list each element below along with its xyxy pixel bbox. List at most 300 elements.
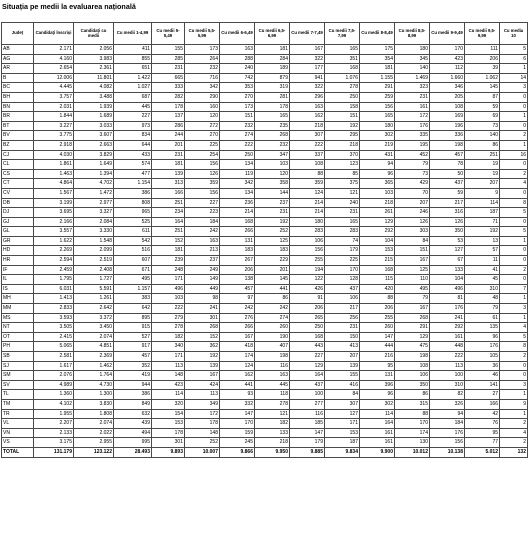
table-cell: 148 [152, 371, 185, 381]
table-cell: 9 [465, 188, 500, 198]
table-cell: 1.727 [74, 275, 114, 285]
table-cell: 176 [430, 304, 465, 314]
table-row [2, 112, 528, 122]
table-cell: 307 [325, 399, 360, 409]
table-cell: 222 [290, 140, 325, 150]
county-code: PH [2, 342, 34, 352]
table-cell: 206 [360, 304, 395, 314]
table-cell: 133 [255, 428, 290, 438]
table-cell: 1.617 [34, 361, 74, 371]
table-row [2, 45, 528, 55]
county-code: DB [2, 198, 34, 208]
table-cell: 295 [325, 131, 360, 141]
table-cell: 178 [152, 102, 185, 112]
table-cell: 148 [185, 428, 220, 438]
county-code: DJ [2, 208, 34, 218]
table-cell: 2 [500, 169, 528, 179]
table-cell: 248 [152, 265, 185, 275]
table-cell: 174 [220, 352, 255, 362]
column-header: Candidați cu medii [74, 23, 114, 45]
county-code: CJ [2, 150, 34, 160]
table-cell: 28.493 [114, 447, 152, 457]
table-cell: 168 [290, 332, 325, 342]
table-cell: 95 [360, 361, 395, 371]
table-cell: 345 [395, 54, 430, 64]
table-cell: 2.581 [34, 352, 74, 362]
county-code: GL [2, 227, 34, 237]
table-cell: 250 [325, 92, 360, 102]
table-cell: 358 [255, 179, 290, 189]
table-cell: 231 [395, 92, 430, 102]
table-cell: 27 [465, 390, 500, 400]
table-cell: 315 [395, 399, 430, 409]
table-cell: 167 [395, 304, 430, 314]
table-cell: 13 [465, 236, 500, 246]
table-cell: 168 [220, 217, 255, 227]
table-cell: 3.488 [74, 92, 114, 102]
table-cell: 2.519 [74, 256, 114, 266]
table-cell: 116 [255, 361, 290, 371]
table-cell: 255 [360, 313, 395, 323]
table-cell: 2.408 [74, 265, 114, 275]
table-cell: 426 [290, 284, 325, 294]
table-cell: 198 [395, 352, 430, 362]
table-cell: 171 [152, 352, 185, 362]
table-cell: 5 [500, 227, 528, 237]
table-cell: 61 [465, 313, 500, 323]
table-cell: 147 [290, 428, 325, 438]
table-row [2, 160, 528, 170]
table-cell: 3.033 [74, 121, 114, 131]
county-code: CT [2, 179, 34, 189]
table-cell: 132 [500, 447, 528, 457]
column-header: Cu medii 6-6,49 [220, 23, 255, 45]
county-code: VL [2, 419, 34, 429]
county-code: TM [2, 399, 34, 409]
column-header: Cu medii 9,5-9,99 [465, 23, 500, 45]
table-cell: 2.918 [34, 140, 74, 150]
table-cell: 198 [255, 352, 290, 362]
table-cell: 123 [325, 160, 360, 170]
table-cell: 283 [325, 227, 360, 237]
table-cell: 120 [255, 169, 290, 179]
table-cell: 292 [360, 227, 395, 237]
table-cell: 1 [500, 112, 528, 122]
table-cell: 0 [500, 92, 528, 102]
table-cell: 108 [290, 160, 325, 170]
table-cell: 808 [114, 198, 152, 208]
table-cell: 86 [395, 390, 430, 400]
table-cell: 278 [152, 323, 185, 333]
table-row [2, 73, 528, 83]
table-cell: 206 [220, 265, 255, 275]
table-cell: 222 [152, 304, 185, 314]
table-cell: 437 [290, 380, 325, 390]
table-cell: 180 [360, 121, 395, 131]
table-cell: 185 [290, 419, 325, 429]
table-cell: 335 [395, 131, 430, 141]
table-body [2, 45, 528, 458]
table-cell: 126 [430, 217, 465, 227]
table-cell: 96 [360, 390, 395, 400]
table-cell: 155 [152, 45, 185, 55]
table-cell: 135 [465, 323, 500, 333]
table-row [2, 217, 528, 227]
table-cell: 337 [290, 150, 325, 160]
table-cell: 237 [185, 256, 220, 266]
table-cell: 386 [114, 188, 152, 198]
table-cell: 170 [395, 419, 430, 429]
table-cell: 351 [325, 54, 360, 64]
county-code: BH [2, 92, 34, 102]
table-cell: 252 [185, 438, 220, 448]
table-cell: 254 [185, 150, 220, 160]
table-cell: 259 [360, 92, 395, 102]
table-cell: 82 [430, 390, 465, 400]
table-cell: 1.955 [34, 409, 74, 419]
table-cell: 16 [500, 150, 528, 160]
table-cell: 138 [220, 275, 255, 285]
table-cell: 301 [185, 313, 220, 323]
table-cell: 452 [395, 150, 430, 160]
table-cell: 2.022 [74, 428, 114, 438]
table-cell: 223 [185, 208, 220, 218]
county-code: AR [2, 64, 34, 74]
table-cell: 165 [360, 112, 395, 122]
county-code: GR [2, 236, 34, 246]
table-cell: 45 [465, 275, 500, 285]
table-cell: 457 [114, 352, 152, 362]
table-cell: 130 [395, 438, 430, 448]
table-cell: 153 [152, 419, 185, 429]
table-cell: 1.622 [34, 236, 74, 246]
table-cell: 383 [114, 294, 152, 304]
table-cell: 81 [430, 294, 465, 304]
table-cell: 96 [360, 169, 395, 179]
table-cell: 232 [185, 64, 220, 74]
table-cell: 207 [325, 352, 360, 362]
table-cell: 1.300 [74, 390, 114, 400]
table-cell: 129 [290, 361, 325, 371]
table-cell: 4 [500, 323, 528, 333]
table-cell: 687 [114, 92, 152, 102]
table-cell: 995 [114, 438, 152, 448]
column-header: Cu medii 5-5,49 [152, 23, 185, 45]
total-label: TOTAL [2, 447, 34, 457]
county-code: BR [2, 112, 34, 122]
table-cell: 123.122 [74, 447, 114, 457]
table-cell: 242 [220, 304, 255, 314]
table-cell: 162 [290, 112, 325, 122]
table-cell: 176 [430, 428, 465, 438]
table-cell: 4.989 [34, 380, 74, 390]
table-cell: 9.950 [255, 447, 290, 457]
table-cell: 2.074 [74, 332, 114, 342]
table-cell: 4.082 [74, 83, 114, 93]
column-header-judet: Județ [2, 23, 34, 45]
county-code: AB [2, 45, 34, 55]
table-cell: 419 [114, 371, 152, 381]
table-cell: 78 [430, 160, 465, 170]
table-cell: 217 [430, 198, 465, 208]
table-cell: 167 [185, 371, 220, 381]
table-cell: 7 [500, 284, 528, 294]
table-cell: 173 [220, 102, 255, 112]
table-cell: 162 [220, 371, 255, 381]
table-cell: 14 [500, 73, 528, 83]
table-cell: 255 [290, 256, 325, 266]
table-cell: 231 [255, 208, 290, 218]
table-cell: 3 [500, 304, 528, 314]
county-code: CS [2, 169, 34, 179]
table-cell: 349 [185, 399, 220, 409]
table-cell: 36 [465, 361, 500, 371]
table-cell: 94 [430, 409, 465, 419]
table-cell: 149 [185, 275, 220, 285]
table-cell: 4.851 [74, 342, 114, 352]
table-row [2, 83, 528, 93]
table-cell: 95 [465, 428, 500, 438]
table-cell: 12.006 [34, 73, 74, 83]
county-code: MH [2, 294, 34, 304]
table-cell: 168 [325, 64, 360, 74]
table-cell: 2.133 [34, 428, 74, 438]
column-header: Cu medii 5,5-5,99 [185, 23, 220, 45]
table-cell: 310 [430, 380, 465, 390]
table-row [2, 64, 528, 74]
table-cell: 73 [465, 121, 500, 131]
table-cell: 241 [430, 313, 465, 323]
table-cell: 1 [500, 64, 528, 74]
table-cell: 9 [500, 399, 528, 409]
table-cell: 1 [500, 409, 528, 419]
table-cell: 1.939 [74, 102, 114, 112]
table-cell: 50 [430, 169, 465, 179]
table-row [2, 131, 528, 141]
county-code: IF [2, 265, 34, 275]
table-cell: 2.369 [74, 352, 114, 362]
table-cell: 303 [395, 227, 430, 237]
county-code: SM [2, 371, 34, 381]
table-cell: 251 [152, 227, 185, 237]
table-cell: 431 [360, 150, 395, 160]
table-cell: 496 [430, 284, 465, 294]
table-cell: 9.866 [220, 447, 255, 457]
table-cell: 140 [395, 64, 430, 74]
table-cell: 225 [185, 140, 220, 150]
table-cell: 3.830 [74, 399, 114, 409]
table-cell: 120 [185, 112, 220, 122]
table-cell: 121 [255, 409, 290, 419]
table-cell: 87 [465, 92, 500, 102]
table-cell: 86 [255, 294, 290, 304]
table-row [2, 380, 528, 390]
table-cell: 127 [430, 246, 465, 256]
table-cell: 665 [152, 73, 185, 83]
table-cell: 88 [290, 169, 325, 179]
results-table [1, 22, 528, 458]
table-cell: 2.207 [34, 419, 74, 429]
table-cell: 0 [500, 275, 528, 285]
table-cell: 86 [465, 140, 500, 150]
table-cell: 2 [500, 419, 528, 429]
table-cell: 167 [395, 256, 430, 266]
table-cell: 9.834 [325, 447, 360, 457]
table-cell: 192 [325, 121, 360, 131]
table-cell: 2.031 [34, 102, 74, 112]
table-cell: 3.327 [74, 208, 114, 218]
table-cell: 122 [290, 275, 325, 285]
table-cell: 1.462 [74, 361, 114, 371]
table-row [2, 284, 528, 294]
table-cell: 181 [152, 246, 185, 256]
table-cell: 184 [185, 217, 220, 227]
table-cell: 855 [114, 54, 152, 64]
table-cell: 131.179 [34, 447, 74, 457]
table-cell: 3.505 [34, 323, 74, 333]
table-cell: 423 [152, 380, 185, 390]
table-cell: 2.269 [34, 246, 74, 256]
table-cell: 70 [395, 188, 430, 198]
table-cell: 125 [395, 265, 430, 275]
table-cell: 246 [395, 208, 430, 218]
table-row [2, 438, 528, 448]
table-cell: 237 [255, 198, 290, 208]
table-cell: 651 [114, 64, 152, 74]
table-cell: 441 [220, 380, 255, 390]
table-cell: 457 [220, 284, 255, 294]
table-cell: 973 [114, 121, 152, 131]
table-cell: 350 [395, 380, 430, 390]
county-code: GJ [2, 217, 34, 227]
table-cell: 3.983 [74, 54, 114, 64]
table-cell: 346 [430, 83, 465, 93]
county-code: IL [2, 275, 34, 285]
table-cell: 2 [500, 131, 528, 141]
table-cell: 108 [430, 102, 465, 112]
table-cell: 2 [500, 438, 528, 448]
table-cell: 161 [360, 428, 395, 438]
table-row [2, 246, 528, 256]
table-cell: 189 [255, 64, 290, 74]
table-cell: 119 [220, 169, 255, 179]
table-cell: 79 [395, 160, 430, 170]
table-cell: 495 [395, 284, 430, 294]
header-row [2, 23, 528, 45]
table-cell: 2.642 [74, 304, 114, 314]
table-cell: 85 [325, 169, 360, 179]
table-cell: 429 [395, 179, 430, 189]
table-cell: 239 [152, 256, 185, 266]
table-cell: 1.567 [34, 188, 74, 198]
table-cell: 190 [255, 332, 290, 342]
table-cell: 917 [114, 342, 152, 352]
table-cell: 236 [220, 198, 255, 208]
table-cell: 133 [430, 265, 465, 275]
column-header: Cu medii 1-4,99 [114, 23, 152, 45]
table-cell: 214 [290, 208, 325, 218]
table-cell: 292 [430, 323, 465, 333]
table-cell: 8 [500, 198, 528, 208]
table-cell: 2.594 [34, 256, 74, 266]
table-cell: 88 [395, 409, 430, 419]
table-cell: 265 [290, 313, 325, 323]
table-cell: 252 [255, 227, 290, 237]
table-cell: 156 [430, 438, 465, 448]
table-cell: 159 [220, 428, 255, 438]
table-cell: 2.099 [74, 246, 114, 256]
table-cell: 2.654 [34, 64, 74, 74]
table-cell: 445 [114, 102, 152, 112]
table-cell: 1.649 [74, 160, 114, 170]
table-cell: 266 [220, 323, 255, 333]
table-cell: 184 [430, 419, 465, 429]
table-cell: 0 [500, 361, 528, 371]
table-cell: 164 [290, 371, 325, 381]
table-cell: 437 [325, 284, 360, 294]
table-row [2, 179, 528, 189]
table-cell: 41 [465, 265, 500, 275]
table-cell: 1.861 [34, 160, 74, 170]
table-cell: 94 [360, 160, 395, 170]
table-cell: 370 [325, 150, 360, 160]
table-cell: 0 [500, 256, 528, 266]
table-cell: 182 [255, 419, 290, 429]
table-cell: 121 [325, 188, 360, 198]
table-cell: 10.007 [185, 447, 220, 457]
table-cell: 313 [152, 179, 185, 189]
table-cell: 1.261 [74, 294, 114, 304]
table-cell: 4.102 [34, 399, 74, 409]
table-cell: 46 [465, 371, 500, 381]
table-cell: 178 [255, 102, 290, 112]
table-cell: 59 [430, 188, 465, 198]
table-cell: 166 [152, 188, 185, 198]
table-cell: 124 [220, 361, 255, 371]
table-cell: 291 [395, 323, 430, 333]
table-cell: 281 [255, 92, 290, 102]
table-cell: 10.138 [430, 447, 465, 457]
table-cell: 0 [500, 102, 528, 112]
table-row [2, 227, 528, 237]
table-cell: 163 [255, 371, 290, 381]
table-cell: 160 [185, 102, 220, 112]
table-cell: 642 [114, 304, 152, 314]
table-cell: 242 [255, 304, 290, 314]
county-code: MS [2, 313, 34, 323]
table-cell: 420 [360, 284, 395, 294]
table-cell: 475 [395, 342, 430, 352]
table-cell: 274 [220, 131, 255, 141]
table-cell: 150 [325, 332, 360, 342]
table-cell: 161 [430, 332, 465, 342]
table-cell: 2.171 [34, 45, 74, 55]
table-cell: 1 [500, 140, 528, 150]
table-cell: 439 [114, 419, 152, 429]
table-cell: 1.027 [114, 83, 152, 93]
column-header: Candidați înscriși [34, 23, 74, 45]
table-cell: 0 [500, 371, 528, 381]
table-cell: 115 [360, 275, 395, 285]
table-cell: 268 [395, 313, 430, 323]
table-cell: 93 [220, 390, 255, 400]
table-cell: 106 [325, 294, 360, 304]
table-cell: 1 [500, 294, 528, 304]
table-cell: 167 [290, 45, 325, 55]
table-cell: 194 [290, 265, 325, 275]
table-row [2, 140, 528, 150]
table-cell: 6 [500, 54, 528, 64]
